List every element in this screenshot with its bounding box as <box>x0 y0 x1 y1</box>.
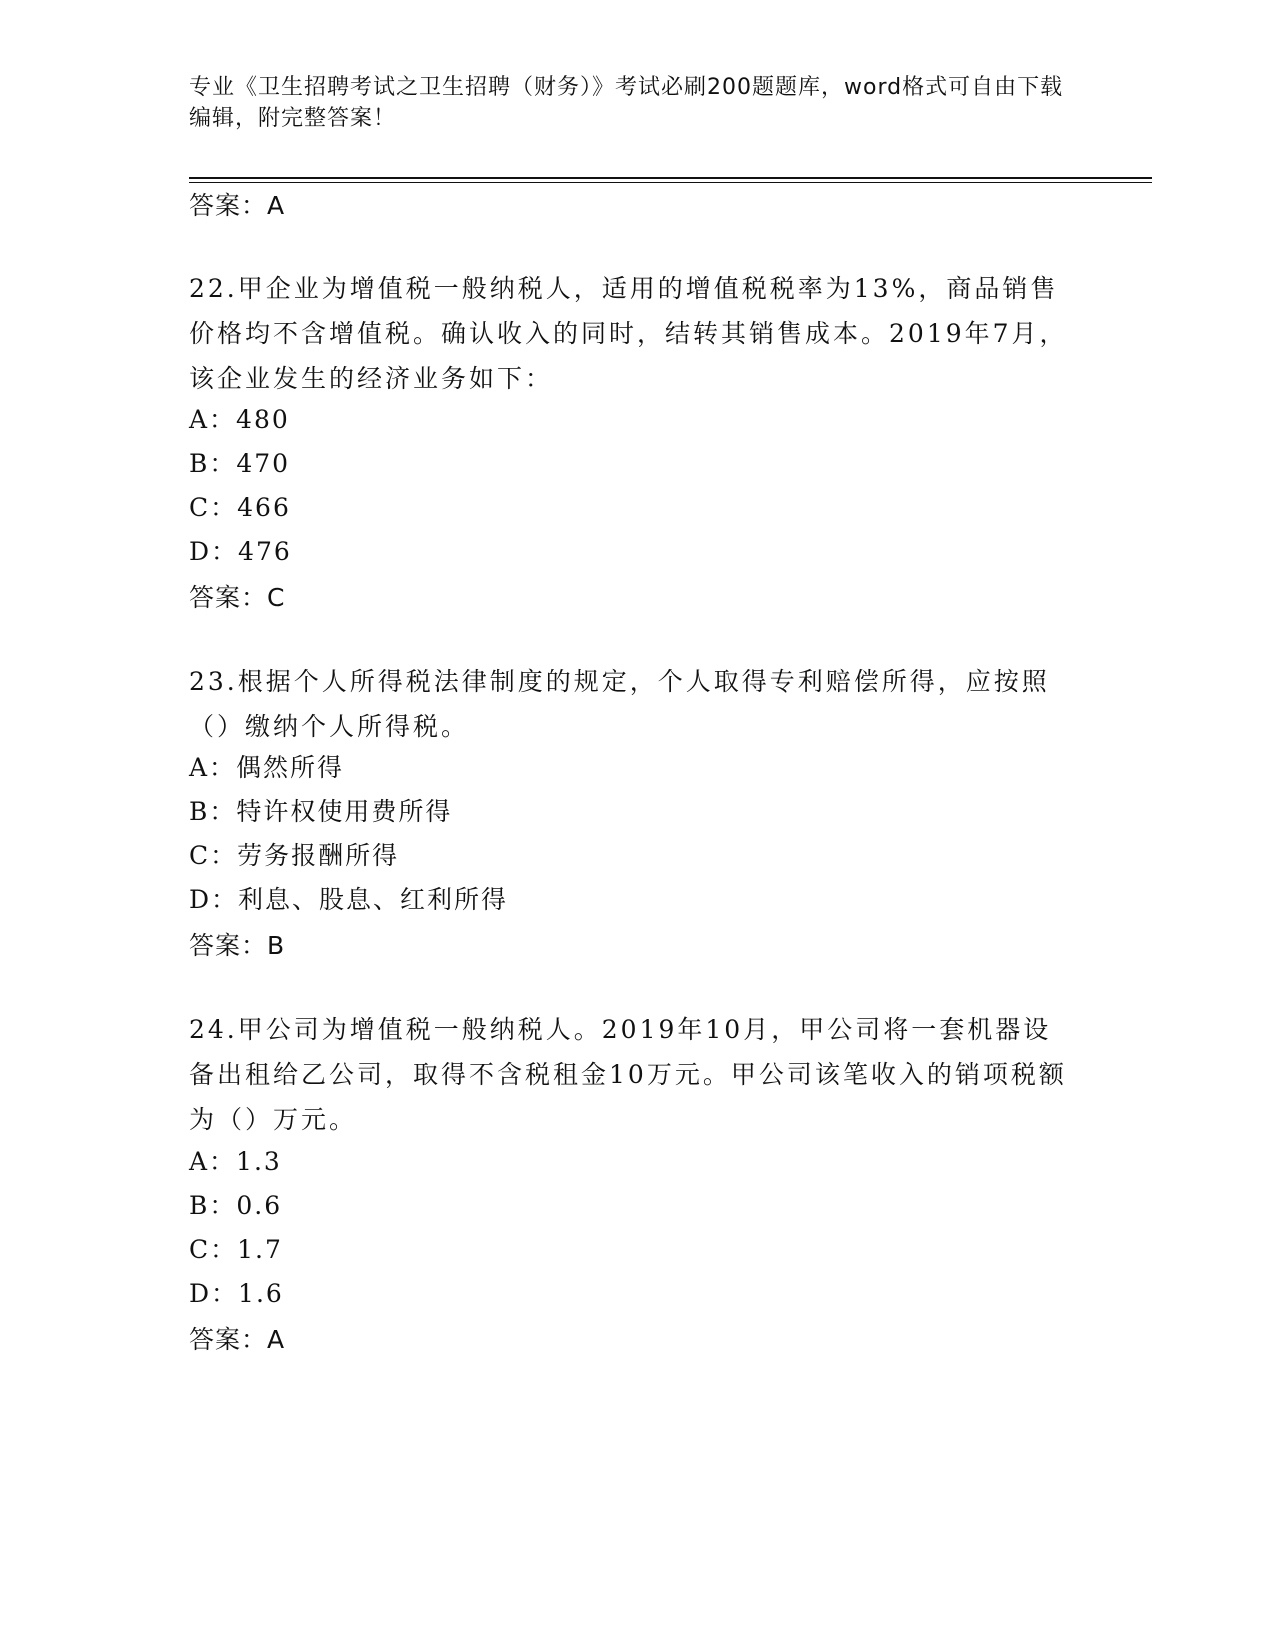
question-24-option-a: A：1.3 <box>189 1147 282 1176</box>
question-23-option-d: D：利息、股息、红利所得 <box>189 885 509 914</box>
question-23-option-b: B：特许权使用费所得 <box>189 797 453 826</box>
question-22-option-c: C：466 <box>189 493 291 522</box>
question-24-answer: 答案：A <box>189 1325 286 1354</box>
question-23-stem: 23.根据个人所得税法律制度的规定，个人取得专利赔偿所得，应按照（）缴纳个人所得税。 <box>189 667 1050 741</box>
question-24-option-c: C：1.7 <box>189 1235 283 1264</box>
question-24-option-d: D：1.6 <box>189 1279 284 1308</box>
question-22-stem: 22.甲企业为增值税一般纳税人，适用的增值税税率为13%，商品销售价格均不含增值税。确认收入的同时，结转其销售成本。2019年7月，该企业发生的经济业务如下： <box>189 274 1068 393</box>
header-divider-thick <box>189 177 1152 179</box>
document-header: 专业《卫生招聘考试之卫生招聘（财务）》考试必刷200题题库，word格式可自由下载编辑，附完整答案！ <box>189 75 1064 131</box>
question-23-answer: 答案：B <box>189 931 286 960</box>
header-divider-thin <box>189 182 1152 183</box>
question-22-answer: 答案：C <box>189 583 286 612</box>
question-24-stem: 24.甲公司为增值税一般纳税人。2019年10月，甲公司将一套机器设备出租给乙公司，取得不含税租金10万元。甲公司该笔收入的销项税额为（）万元。 <box>189 1015 1067 1134</box>
question-24-option-b: B：0.6 <box>189 1191 283 1220</box>
previous-answer: 答案：A <box>189 191 286 220</box>
question-23-option-c: C：劳务报酬所得 <box>189 841 400 870</box>
question-22-option-a: A：480 <box>189 405 290 434</box>
question-22-option-d: D：476 <box>189 537 292 566</box>
question-22-option-b: B：470 <box>189 449 291 478</box>
question-23-option-a: A：偶然所得 <box>189 753 345 782</box>
